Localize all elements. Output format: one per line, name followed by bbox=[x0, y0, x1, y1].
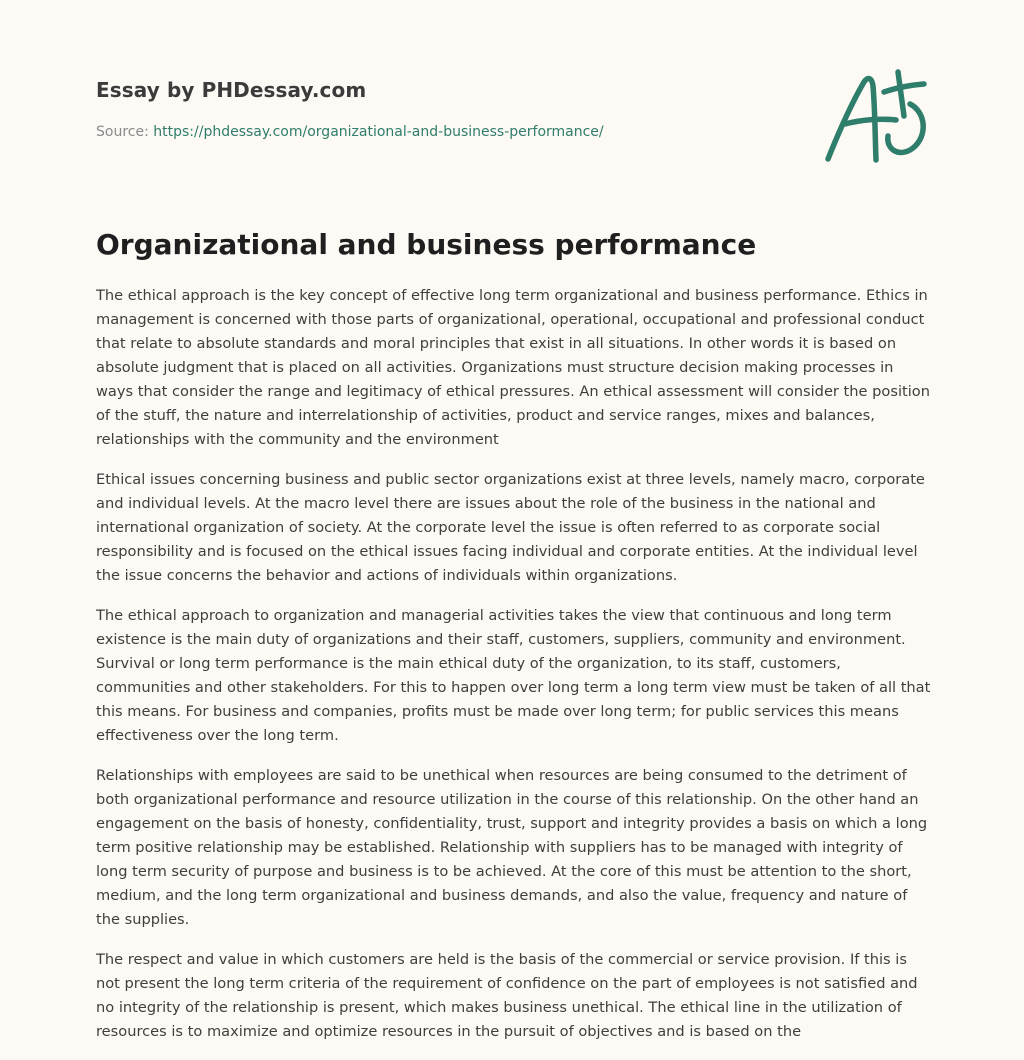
page-header bbox=[96, 76, 816, 142]
site-brand: Essay by PHDessay.com bbox=[96, 78, 367, 102]
a-plus-logo-icon bbox=[818, 64, 934, 168]
source-link[interactable]: https://phdessay.com/organizational-and-business-performance/ bbox=[153, 124, 604, 140]
essay-paragraph: The ethical approach is the key concept of effective long term organizational and business performance. Ethics in management is concerned with those parts of organizational, operational, occupational and professional conduct that relate to absolute standards and moral principles that exist in all situations. In other words it is based on absolute judgment that is placed on all activities. Organizations must structure decision making processes in ways that consider the range and legitimacy of ethical pressures. An ethical assessment will consider the position of the stuff, the nature and interrelationship of activities, product and service ranges, mixes and balances, relationships with the community and the environment bbox=[96, 287, 930, 448]
essay-paragraph: The respect and value in which customers are held is the basis of the commercial or service provision. If this is not present the long term criteria of the requirement of confidence on the part of employees is not satisfied and no integrity of the relationship is present, which makes business unethical. The ethical line in the utilization of resources is to maximize and optimize resources in the pursuit of objectives and is based on the bbox=[96, 951, 918, 1040]
essay-paragraph: Ethical issues concerning business and public sector organizations exist at three levels, namely macro, corporate and individual levels. At the macro level there are issues about the role of the business in the national and international organization of society. At the corporate level the issue is often referred to as corporate social responsibility and is focused on the ethical issues facing individual and corporate entities. At the individual level the issue concerns the behavior and actions of individuals within organizations. bbox=[96, 471, 925, 584]
essay-paragraph: Relationships with employees are said to be unethical when resources are being consumed to the detriment of both organizational performance and resource utilization in the course of this relationship. On the other hand an engagement on the basis of honesty, confidentiality, trust, support and integrity provides a basis on which a long term positive relationship may be established. Relationship with suppliers has to be managed with integrity of long term security of purpose and business is to be achieved. At the core of this must be attention to the short, medium, and the long term organizational and business demands, and also the value, frequency and nature of the supplies. bbox=[96, 767, 928, 928]
source-label: Source: bbox=[96, 124, 154, 140]
source-line bbox=[96, 122, 816, 142]
essay-paragraph: The ethical approach to organization and managerial activities takes the view that continuous and long term existence is the main duty of organizations and their staff, customers, suppliers, community and environment. Survival or long term performance is the main ethical duty of the organization, to its staff, customers, communities and other stakeholders. For this to happen over long term a long term view must be taken of all that this means. For business and companies, profits must be made over long term; for public services this means effectiveness over the long term. bbox=[96, 607, 931, 744]
page-title: Organizational and business performance bbox=[96, 228, 757, 261]
essay-body bbox=[96, 284, 932, 1060]
